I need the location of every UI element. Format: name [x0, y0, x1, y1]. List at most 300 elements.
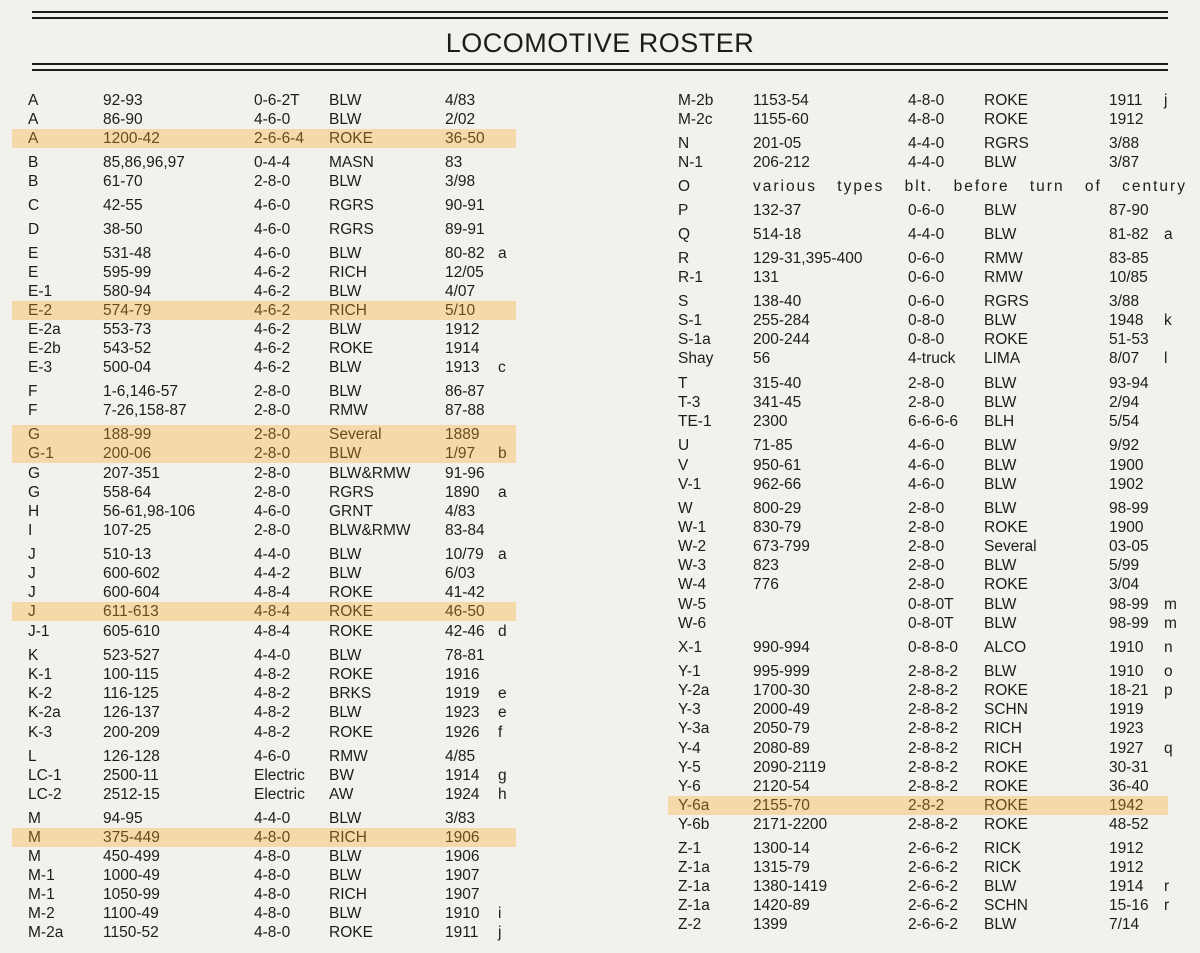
- numbers-cell: 255-284: [753, 312, 810, 329]
- class-cell: J: [28, 565, 36, 582]
- builder-cell: BLW: [984, 394, 1017, 411]
- class-cell: X-1: [678, 639, 703, 656]
- highlighted-roster-row: [668, 796, 1168, 815]
- numbers-cell: 673-799: [753, 538, 810, 555]
- wheel-arrangement-cell: 2-8-2: [908, 797, 945, 814]
- builder-cell: BLW: [329, 867, 362, 884]
- numbers-cell: 375-449: [103, 829, 160, 846]
- date-cell: 1942: [1109, 797, 1144, 814]
- builder-cell: BLW: [984, 202, 1017, 219]
- numbers-cell: 605-610: [103, 623, 160, 640]
- roster-row: [668, 393, 1168, 412]
- roster-row: [668, 858, 1168, 877]
- builder-cell: RICH: [329, 829, 367, 846]
- wheel-arrangement-cell: 4-4-0: [254, 810, 291, 827]
- date-cell: 1910: [1109, 663, 1144, 680]
- date-cell: 93-94: [1109, 375, 1149, 392]
- wheel-arrangement-cell: 4-6-0: [254, 503, 291, 520]
- numbers-cell: 86-90: [103, 111, 143, 128]
- class-cell: D: [28, 221, 40, 238]
- class-cell: G: [28, 484, 41, 501]
- wheel-arrangement-cell: 4-6-2: [254, 321, 291, 338]
- roster-row: [668, 475, 1168, 494]
- date-cell: 15-16: [1109, 897, 1149, 914]
- class-cell: W-2: [678, 538, 707, 555]
- class-cell: K: [28, 647, 39, 664]
- numbers-cell: 131: [753, 269, 779, 286]
- date-cell: 03-05: [1109, 538, 1149, 555]
- builder-cell: BLW: [984, 154, 1017, 171]
- roster-row: [668, 311, 1172, 330]
- builder-cell: MASN: [329, 154, 374, 171]
- numbers-cell: 1-6,146-57: [103, 383, 178, 400]
- class-cell: J-1: [28, 623, 50, 640]
- date-cell: 4/07: [445, 283, 476, 300]
- class-cell: A: [28, 111, 39, 128]
- class-cell: M-2: [28, 905, 55, 922]
- numbers-cell: 100-115: [103, 666, 159, 683]
- wheel-arrangement-cell: 2-8-0: [908, 500, 945, 517]
- class-cell: B: [28, 173, 39, 190]
- roster-row: [668, 896, 1168, 915]
- roster-row: [668, 412, 1168, 431]
- wheel-arrangement-cell: 4-8-2: [254, 704, 291, 721]
- builder-cell: ROKE: [329, 340, 373, 357]
- wheel-arrangement-cell: 2-6-6-2: [908, 878, 958, 895]
- class-cell: E-2: [28, 302, 53, 319]
- wheel-arrangement-cell: 4-8-2: [254, 666, 291, 683]
- roster-row: [668, 436, 1168, 455]
- builder-cell: BLW: [329, 445, 362, 462]
- builder-cell: ROKE: [984, 816, 1028, 833]
- builder-cell: BLW: [329, 173, 362, 190]
- builder-cell: ROKE: [329, 724, 373, 741]
- class-cell: W-4: [678, 576, 707, 593]
- date-cell: 98-99: [1109, 596, 1149, 613]
- date-cell: 89-91: [445, 221, 485, 238]
- footnote-cell: k: [1164, 312, 1172, 329]
- wheel-arrangement-cell: 4-4-0: [908, 154, 945, 171]
- date-cell: 36-40: [1109, 778, 1149, 795]
- date-cell: 1919: [445, 685, 480, 702]
- builder-cell: ROKE: [329, 623, 373, 640]
- footnote-cell: r: [1164, 897, 1170, 914]
- wheel-arrangement-cell: 2-8-0: [254, 465, 291, 482]
- wheel-arrangement-cell: 2-6-6-4: [254, 130, 304, 147]
- wheel-arrangement-cell: Electric: [254, 786, 305, 803]
- date-cell: 1910: [445, 905, 480, 922]
- builder-cell: RICH: [984, 720, 1022, 737]
- builder-cell: ROKE: [329, 584, 373, 601]
- builder-cell: RMW: [984, 250, 1023, 267]
- footnote-cell: j: [1164, 92, 1168, 109]
- numbers-cell: 531-48: [103, 245, 152, 262]
- numbers-cell: 38-50: [103, 221, 143, 238]
- wheel-arrangement-cell: 4-6-2: [254, 340, 291, 357]
- builder-cell: BLW: [984, 457, 1017, 474]
- class-cell: E-1: [28, 283, 53, 300]
- class-cell: M: [28, 848, 41, 865]
- class-cell: E-2a: [28, 321, 61, 338]
- wheel-arrangement-cell: 2-8-0: [908, 394, 945, 411]
- date-cell: 1916: [445, 666, 480, 683]
- wheel-arrangement-cell: 2-6-6-2: [908, 840, 958, 857]
- builder-cell: ROKE: [984, 778, 1028, 795]
- builder-cell: BLW: [329, 245, 362, 262]
- numbers-cell: 2500-11: [103, 767, 159, 784]
- class-cell: M: [28, 810, 41, 827]
- numbers-cell: 553-73: [103, 321, 152, 338]
- wheel-arrangement-cell: 2-8-8-2: [908, 759, 958, 776]
- date-cell: 1900: [1109, 457, 1144, 474]
- numbers-cell: 7-26,158-87: [103, 402, 187, 419]
- wheel-arrangement-cell: 4-8-0: [254, 867, 291, 884]
- numbers-cell: 823: [753, 557, 779, 574]
- date-cell: 1890: [445, 484, 480, 501]
- class-cell: S: [678, 293, 689, 310]
- wheel-arrangement-cell: 2-8-8-2: [908, 778, 958, 795]
- numbers-cell: 1153-54: [753, 92, 809, 109]
- numbers-cell: 116-125: [103, 685, 159, 702]
- footnote-cell: o: [1164, 663, 1173, 680]
- wheel-arrangement-cell: 2-8-8-2: [908, 816, 958, 833]
- builder-cell: BLW: [329, 546, 362, 563]
- page-title: LOCOMOTIVE ROSTER: [445, 28, 755, 58]
- builder-cell: RGRS: [984, 293, 1029, 310]
- class-cell: S-1: [678, 312, 703, 329]
- footnote-cell: q: [1164, 740, 1173, 757]
- builder-cell: RICH: [329, 264, 367, 281]
- builder-cell: Several: [984, 538, 1037, 555]
- roster-row: [668, 349, 1168, 368]
- numbers-cell: 1000-49: [103, 867, 160, 884]
- builder-cell: ROKE: [984, 682, 1028, 699]
- class-cell: S-1a: [678, 331, 711, 348]
- wheel-arrangement-cell: 4-8-2: [254, 724, 291, 741]
- class-cell: Y-5: [678, 759, 701, 776]
- class-cell: Y-1: [678, 663, 701, 680]
- roster-row: [668, 595, 1177, 614]
- numbers-cell: 107-25: [103, 522, 152, 539]
- class-cell: R: [678, 250, 690, 267]
- date-cell: 30-31: [1109, 759, 1149, 776]
- wheel-arrangement-cell: 2-8-0: [254, 484, 291, 501]
- date-cell: 1912: [445, 321, 480, 338]
- date-cell: 1907: [445, 867, 480, 884]
- wheel-arrangement-cell: 0-6-0: [908, 269, 945, 286]
- numbers-cell: 574-79: [103, 302, 152, 319]
- footnote-cell: n: [1164, 639, 1173, 656]
- date-cell: 4/83: [445, 92, 476, 109]
- builder-cell: BLW: [329, 92, 362, 109]
- class-cell: Q: [678, 226, 691, 243]
- date-cell: 3/83: [445, 810, 476, 827]
- builder-cell: AW: [329, 786, 354, 803]
- date-cell: 41-42: [445, 584, 485, 601]
- builder-cell: ROKE: [329, 130, 373, 147]
- wheel-arrangement-cell: 2-8-8-2: [908, 682, 958, 699]
- class-cell: Y-3a: [678, 720, 710, 737]
- class-cell: W: [678, 500, 693, 517]
- numbers-cell: 595-99: [103, 264, 152, 281]
- date-cell: 1/97: [445, 445, 476, 462]
- builder-cell: BLW&RMW: [329, 522, 411, 539]
- wheel-arrangement-cell: 6-6-6-6: [908, 413, 958, 430]
- numbers-cell: 85,86,96,97: [103, 154, 185, 171]
- builder-cell: ROKE: [984, 331, 1028, 348]
- builder-cell: BLW: [329, 321, 362, 338]
- wheel-arrangement-cell: 0-8-0T: [908, 615, 954, 632]
- date-cell: 12/05: [445, 264, 484, 281]
- numbers-cell: 56-61,98-106: [103, 503, 196, 520]
- class-cell: K-1: [28, 666, 53, 683]
- builder-cell: BLW: [984, 226, 1017, 243]
- numbers-cell: 2120-54: [753, 778, 810, 795]
- class-cell: Y-4: [678, 740, 701, 757]
- roster-row: [668, 110, 1168, 129]
- builder-cell: BLW&RMW: [329, 465, 411, 482]
- numbers-cell: 450-499: [103, 848, 160, 865]
- builder-cell: BLW: [984, 557, 1017, 574]
- date-cell: 8/07: [1109, 350, 1140, 367]
- numbers-cell: 201-05: [753, 135, 802, 152]
- wheel-arrangement-cell: 4-8-4: [254, 603, 291, 620]
- wheel-arrangement-cell: 2-8-8-2: [908, 663, 958, 680]
- class-cell: W-6: [678, 615, 707, 632]
- numbers-cell: 2512-15: [103, 786, 160, 803]
- wheel-arrangement-cell: 2-8-0: [908, 557, 945, 574]
- class-cell: E-3: [28, 359, 53, 376]
- numbers-cell: 510-13: [103, 546, 152, 563]
- date-cell: 1902: [1109, 476, 1144, 493]
- class-cell: Y-6: [678, 778, 701, 795]
- roster-row: [668, 177, 1187, 196]
- class-cell: G-1: [28, 445, 54, 462]
- date-cell: 5/10: [445, 302, 476, 319]
- roster-row: [668, 575, 1168, 594]
- numbers-cell: 800-29: [753, 500, 802, 517]
- footnote-cell: r: [1164, 878, 1170, 895]
- date-cell: 1927: [1109, 740, 1144, 757]
- builder-cell: ROKE: [984, 111, 1028, 128]
- wheel-arrangement-cell: 4-6-0: [254, 221, 291, 238]
- builder-cell: BLW: [984, 312, 1017, 329]
- wheel-arrangement-cell: 4-6-2: [254, 302, 291, 319]
- numbers-cell: 200-06: [103, 445, 152, 462]
- builder-cell: BLW: [984, 500, 1017, 517]
- class-cell: F: [28, 402, 38, 419]
- builder-cell: ROKE: [984, 759, 1028, 776]
- numbers-cell: 990-994: [753, 639, 810, 656]
- class-cell: H: [28, 503, 40, 520]
- class-cell: Y-6b: [678, 816, 710, 833]
- date-cell: 1919: [1109, 701, 1144, 718]
- date-cell: 46-50: [445, 603, 485, 620]
- numbers-cell: 71-85: [753, 437, 793, 454]
- wheel-arrangement-cell: 0-8-8-0: [908, 639, 958, 656]
- wheel-arrangement-cell: 4-8-0: [254, 848, 291, 865]
- numbers-cell: 126-128: [103, 748, 160, 765]
- class-cell: Z-1a: [678, 897, 710, 914]
- class-cell: J: [28, 603, 36, 620]
- wheel-arrangement-cell: 2-8-0: [908, 576, 945, 593]
- builder-cell: BLW: [984, 916, 1017, 933]
- class-cell: Shay: [678, 350, 714, 367]
- wheel-arrangement-cell: 4-8-0: [908, 92, 945, 109]
- numbers-cell: various types blt. before turn of century: [753, 178, 1187, 195]
- builder-cell: ROKE: [984, 519, 1028, 536]
- wheel-arrangement-cell: 2-6-6-2: [908, 859, 958, 876]
- roster-row: [668, 614, 1177, 633]
- builder-cell: SCHN: [984, 701, 1028, 718]
- wheel-arrangement-cell: Electric: [254, 767, 305, 784]
- wheel-arrangement-cell: 0-6-0: [908, 250, 945, 267]
- roster-row: [668, 915, 1168, 934]
- date-cell: 91-96: [445, 465, 485, 482]
- date-cell: 98-99: [1109, 500, 1149, 517]
- builder-cell: RMW: [329, 402, 368, 419]
- roster-row: [668, 662, 1173, 681]
- roster-row: [668, 249, 1168, 268]
- class-cell: Z-1a: [678, 878, 710, 895]
- numbers-cell: 126-137: [103, 704, 160, 721]
- roster-row: [668, 153, 1168, 172]
- footnote-cell: d: [498, 623, 507, 640]
- roster-row: [668, 700, 1168, 719]
- builder-cell: BLW: [329, 704, 362, 721]
- numbers-cell: 2080-89: [753, 740, 810, 757]
- wheel-arrangement-cell: 4-6-0: [254, 245, 291, 262]
- numbers-cell: 1420-89: [753, 897, 810, 914]
- builder-cell: RGRS: [329, 484, 374, 501]
- numbers-cell: 132-37: [753, 202, 802, 219]
- numbers-cell: 200-209: [103, 724, 160, 741]
- roster-row: [668, 537, 1168, 556]
- date-cell: 1926: [445, 724, 480, 741]
- class-cell: T: [678, 375, 688, 392]
- numbers-cell: 1380-1419: [753, 878, 828, 895]
- wheel-arrangement-cell: 4-6-0: [254, 111, 291, 128]
- date-cell: 2/02: [445, 111, 476, 128]
- numbers-cell: 341-45: [753, 394, 802, 411]
- date-cell: 42-46: [445, 623, 485, 640]
- date-cell: 1900: [1109, 519, 1144, 536]
- numbers-cell: 92-93: [103, 92, 143, 109]
- class-cell: O: [678, 178, 691, 195]
- wheel-arrangement-cell: 2-8-0: [254, 522, 291, 539]
- builder-cell: Several: [329, 426, 382, 443]
- date-cell: 1906: [445, 829, 480, 846]
- builder-cell: RMW: [984, 269, 1023, 286]
- builder-cell: ROKE: [329, 666, 373, 683]
- class-cell: J: [28, 546, 36, 563]
- builder-cell: RICK: [984, 859, 1022, 876]
- date-cell: 3/88: [1109, 293, 1140, 310]
- footnote-cell: l: [1164, 350, 1168, 367]
- numbers-cell: 2050-79: [753, 720, 810, 737]
- builder-cell: ROKE: [984, 92, 1028, 109]
- footnote-cell: i: [498, 905, 502, 922]
- wheel-arrangement-cell: 2-6-6-2: [908, 897, 958, 914]
- date-cell: 1906: [445, 848, 480, 865]
- class-cell: M-2c: [678, 111, 713, 128]
- numbers-cell: 611-613: [103, 603, 159, 620]
- numbers-cell: 207-351: [103, 465, 160, 482]
- builder-cell: RICH: [329, 886, 367, 903]
- date-cell: 1911: [1109, 92, 1143, 109]
- roster-row: [668, 456, 1168, 475]
- wheel-arrangement-cell: 4-8-0: [908, 111, 945, 128]
- roster-row: [668, 815, 1168, 834]
- roster-row: [668, 877, 1168, 896]
- class-cell: M-1: [28, 867, 55, 884]
- builder-cell: ROKE: [329, 603, 373, 620]
- date-cell: 7/14: [1109, 916, 1140, 933]
- wheel-arrangement-cell: 4-6-0: [908, 476, 945, 493]
- class-cell: Y-3: [678, 701, 701, 718]
- builder-cell: RGRS: [329, 197, 374, 214]
- class-cell: LC-1: [28, 767, 62, 784]
- date-cell: 4/83: [445, 503, 476, 520]
- wheel-arrangement-cell: 4-8-0: [254, 924, 291, 941]
- wheel-arrangement-cell: 4-6-0: [254, 197, 291, 214]
- builder-cell: BLW: [329, 111, 362, 128]
- footnote-cell: j: [498, 924, 502, 941]
- date-cell: 1911: [445, 924, 479, 941]
- wheel-arrangement-cell: 4-6-2: [254, 283, 291, 300]
- numbers-cell: 2300: [753, 413, 788, 430]
- wheel-arrangement-cell: 2-8-0: [254, 173, 291, 190]
- date-cell: 51-53: [1109, 331, 1149, 348]
- date-cell: 80-82: [445, 245, 485, 262]
- class-cell: F: [28, 383, 38, 400]
- builder-cell: BLW: [329, 647, 362, 664]
- roster-row: [668, 374, 1168, 393]
- wheel-arrangement-cell: 4-4-0: [908, 226, 945, 243]
- class-cell: B: [28, 154, 39, 171]
- wheel-arrangement-cell: 4-8-2: [254, 685, 291, 702]
- date-cell: 1912: [1109, 840, 1144, 857]
- builder-cell: BLW: [329, 565, 362, 582]
- builder-cell: BLW: [984, 375, 1017, 392]
- builder-cell: ALCO: [984, 639, 1027, 656]
- roster-row: [668, 681, 1173, 700]
- numbers-cell: 1150-52: [103, 924, 159, 941]
- roster-row: [668, 839, 1168, 858]
- builder-cell: RICH: [984, 740, 1022, 757]
- class-cell: Y-2a: [678, 682, 710, 699]
- class-cell: V-1: [678, 476, 702, 493]
- class-cell: M-1: [28, 886, 55, 903]
- wheel-arrangement-cell: 0-8-0: [908, 312, 945, 329]
- date-cell: 1914: [445, 767, 480, 784]
- footnote-cell: m: [1164, 596, 1177, 613]
- footnote-cell: c: [498, 359, 506, 376]
- builder-cell: BLW: [984, 615, 1017, 632]
- class-cell: Z-1: [678, 840, 702, 857]
- builder-cell: RGRS: [984, 135, 1029, 152]
- date-cell: 3/88: [1109, 135, 1140, 152]
- footnote-cell: a: [498, 546, 507, 563]
- wheel-arrangement-cell: 0-6-0: [908, 293, 945, 310]
- class-cell: A: [28, 130, 39, 147]
- date-cell: 1923: [1109, 720, 1144, 737]
- wheel-arrangement-cell: 4-6-2: [254, 359, 291, 376]
- date-cell: 4/85: [445, 748, 476, 765]
- numbers-cell: 558-64: [103, 484, 152, 501]
- numbers-cell: 514-18: [753, 226, 802, 243]
- date-cell: 1912: [1109, 111, 1144, 128]
